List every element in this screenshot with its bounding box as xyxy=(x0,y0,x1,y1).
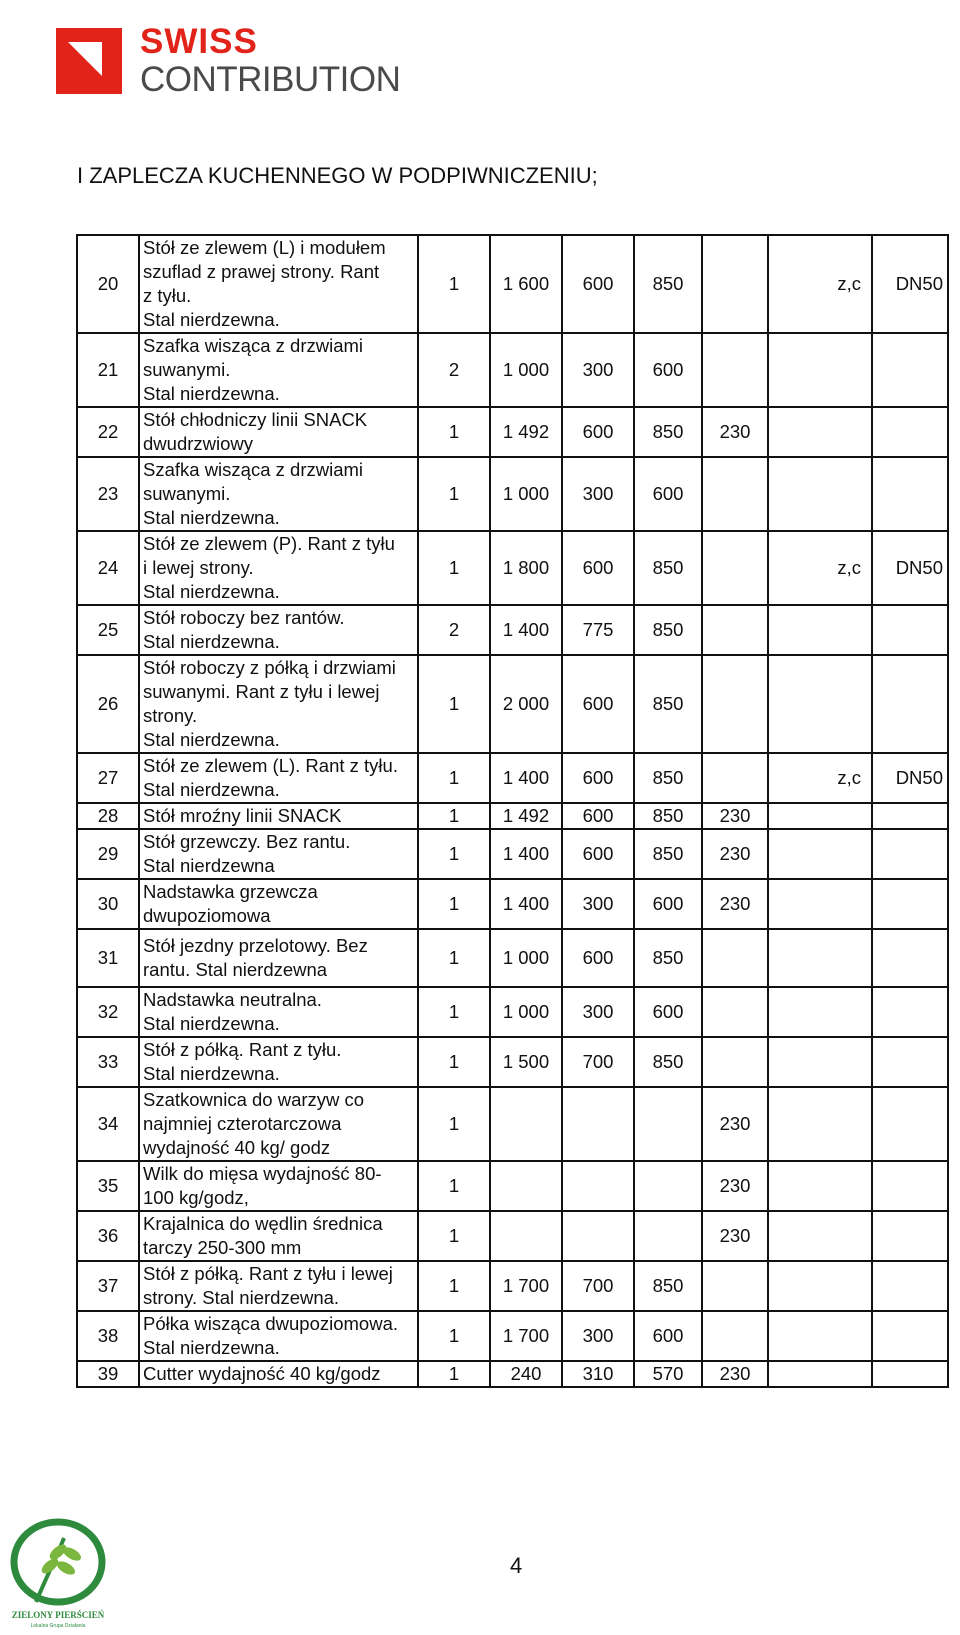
cell-qty: 1 xyxy=(418,987,490,1037)
cell-hei xyxy=(634,1161,702,1211)
cell-hei: 850 xyxy=(634,929,702,987)
cell-dep: 600 xyxy=(562,803,634,829)
cell-hei: 850 xyxy=(634,235,702,333)
table-row xyxy=(77,1087,948,1161)
cell-hei: 850 xyxy=(634,1261,702,1311)
cell-qty: 1 xyxy=(418,829,490,879)
cell-no: 23 xyxy=(77,457,139,531)
cell-pwr: 230 xyxy=(702,407,768,457)
table-row xyxy=(77,829,948,879)
cell-dep: 300 xyxy=(562,987,634,1037)
cell-len: 1 400 xyxy=(490,605,562,655)
table-row xyxy=(77,531,948,605)
cell-hei: 600 xyxy=(634,457,702,531)
table-row xyxy=(77,1311,948,1361)
cell-pwr xyxy=(702,655,768,753)
cell-desc: Wilk do mięsa wydajność 80- 100 kg/godz, xyxy=(139,1161,418,1211)
flag-wedge-shape xyxy=(56,28,122,94)
cell-pwr: 230 xyxy=(702,879,768,929)
cell-dep: 600 xyxy=(562,235,634,333)
cell-hei: 850 xyxy=(634,803,702,829)
cell-ctype xyxy=(768,1087,872,1161)
table-row xyxy=(77,655,948,753)
cell-len: 1 600 xyxy=(490,235,562,333)
cell-dn xyxy=(872,1211,948,1261)
cell-dn xyxy=(872,1087,948,1161)
cell-hei: 600 xyxy=(634,333,702,407)
cell-ctype xyxy=(768,1037,872,1087)
cell-pwr xyxy=(702,333,768,407)
cell-ctype xyxy=(768,1361,872,1387)
cell-desc: Cutter wydajność 40 kg/godz xyxy=(139,1361,418,1387)
cell-ctype xyxy=(768,803,872,829)
cell-hei: 600 xyxy=(634,987,702,1037)
cell-no: 36 xyxy=(77,1211,139,1261)
equipment-table-body xyxy=(77,235,948,1387)
cell-len: 1 000 xyxy=(490,929,562,987)
cell-len: 1 500 xyxy=(490,1037,562,1087)
cell-len: 1 492 xyxy=(490,803,562,829)
cell-dn xyxy=(872,879,948,929)
cell-len xyxy=(490,1161,562,1211)
cell-desc: Stół z półką. Rant z tyłu i lewej strony. Stal nierdzewna. xyxy=(139,1261,418,1311)
swiss-contribution-logo xyxy=(56,22,416,102)
cell-ctype xyxy=(768,1311,872,1361)
cell-dn xyxy=(872,803,948,829)
cell-len: 1 700 xyxy=(490,1261,562,1311)
cell-dep xyxy=(562,1087,634,1161)
table-row xyxy=(77,1361,948,1387)
cell-len xyxy=(490,1087,562,1161)
cell-dep xyxy=(562,1211,634,1261)
cell-qty: 1 xyxy=(418,1087,490,1161)
cell-desc: Stół chłodniczy linii SNACK dwudrzwiowy xyxy=(139,407,418,457)
cell-no: 33 xyxy=(77,1037,139,1087)
cell-no: 28 xyxy=(77,803,139,829)
cell-ctype xyxy=(768,605,872,655)
footer-logo-subtext: Lokalna Grupa Działania xyxy=(30,1623,86,1629)
cell-qty: 2 xyxy=(418,605,490,655)
cell-hei xyxy=(634,1211,702,1261)
cell-pwr: 230 xyxy=(702,829,768,879)
cell-hei xyxy=(634,1087,702,1161)
cell-ctype xyxy=(768,1161,872,1211)
cell-len: 1 400 xyxy=(490,753,562,803)
cell-dep: 310 xyxy=(562,1361,634,1387)
cell-no: 39 xyxy=(77,1361,139,1387)
cell-desc: Stół ze zlewem (L) i modułem szuflad z prawej strony. Rant z tyłu. Stal nierdzewna. xyxy=(139,235,418,333)
cell-len: 1 700 xyxy=(490,1311,562,1361)
cell-len: 240 xyxy=(490,1361,562,1387)
cell-ctype: z,c xyxy=(768,531,872,605)
cell-len: 1 000 xyxy=(490,457,562,531)
cell-dn: DN50 xyxy=(872,531,948,605)
cell-pwr xyxy=(702,753,768,803)
cell-no: 21 xyxy=(77,333,139,407)
cell-desc: Szatkownica do warzyw co najmniej czterotarczowa wydajność 40 kg/ godz xyxy=(139,1087,418,1161)
cell-desc: Stół roboczy bez rantów. Stal nierdzewna. xyxy=(139,605,418,655)
cell-no: 20 xyxy=(77,235,139,333)
cell-dep: 300 xyxy=(562,333,634,407)
cell-qty: 1 xyxy=(418,753,490,803)
table-row xyxy=(77,407,948,457)
cell-ctype: z,c xyxy=(768,753,872,803)
cell-dep xyxy=(562,1161,634,1211)
cell-hei: 850 xyxy=(634,1037,702,1087)
cell-hei: 570 xyxy=(634,1361,702,1387)
cell-desc: Stół ze zlewem (L). Rant z tyłu. Stal nierdzewna. xyxy=(139,753,418,803)
cell-dn xyxy=(872,1311,948,1361)
cell-hei: 850 xyxy=(634,531,702,605)
cell-qty: 1 xyxy=(418,407,490,457)
table-row xyxy=(77,1261,948,1311)
cell-dn xyxy=(872,1037,948,1087)
table-row xyxy=(77,1037,948,1087)
cell-pwr xyxy=(702,929,768,987)
cell-dep: 775 xyxy=(562,605,634,655)
cell-no: 32 xyxy=(77,987,139,1037)
cell-qty: 1 xyxy=(418,655,490,753)
cell-dep: 600 xyxy=(562,407,634,457)
cell-dn: DN50 xyxy=(872,235,948,333)
footer-logo-text: ZIELONY PIERŚCIEŃ xyxy=(11,1610,105,1620)
logo-text-contribution: CONTRIBUTION xyxy=(140,60,401,99)
cell-dep: 700 xyxy=(562,1037,634,1087)
cell-dn xyxy=(872,655,948,753)
table-row xyxy=(77,929,948,987)
cell-len: 1 000 xyxy=(490,333,562,407)
cell-dn xyxy=(872,605,948,655)
cell-pwr xyxy=(702,605,768,655)
cell-len: 1 492 xyxy=(490,407,562,457)
cell-len: 2 000 xyxy=(490,655,562,753)
cell-len xyxy=(490,1211,562,1261)
cell-pwr: 230 xyxy=(702,1087,768,1161)
swiss-flag-icon xyxy=(56,28,122,94)
cell-dn xyxy=(872,1261,948,1311)
table-row xyxy=(77,803,948,829)
cell-no: 35 xyxy=(77,1161,139,1211)
table-row xyxy=(77,333,948,407)
cell-qty: 1 xyxy=(418,803,490,829)
cell-hei: 850 xyxy=(634,655,702,753)
cell-hei: 850 xyxy=(634,407,702,457)
cell-no: 31 xyxy=(77,929,139,987)
cell-dn xyxy=(872,457,948,531)
cell-dn xyxy=(872,1361,948,1387)
cell-dn xyxy=(872,987,948,1037)
cell-dn xyxy=(872,407,948,457)
cell-dep: 600 xyxy=(562,655,634,753)
equipment-table xyxy=(76,234,949,1388)
cell-dep: 300 xyxy=(562,1311,634,1361)
cell-dep: 300 xyxy=(562,879,634,929)
cell-desc: Stół mroźny linii SNACK xyxy=(139,803,418,829)
cell-ctype: z,c xyxy=(768,235,872,333)
table-row xyxy=(77,457,948,531)
cell-desc: Szafka wisząca z drzwiami suwanymi. Stal nierdzewna. xyxy=(139,333,418,407)
cell-ctype xyxy=(768,829,872,879)
cell-no: 26 xyxy=(77,655,139,753)
cell-ctype xyxy=(768,987,872,1037)
cell-qty: 1 xyxy=(418,531,490,605)
cell-qty: 1 xyxy=(418,1037,490,1087)
cell-pwr: 230 xyxy=(702,1211,768,1261)
cell-ctype xyxy=(768,407,872,457)
cell-desc: Nadstawka grzewcza dwupoziomowa xyxy=(139,879,418,929)
cell-len: 1 400 xyxy=(490,879,562,929)
page-number: 4 xyxy=(510,1553,523,1578)
cell-qty: 1 xyxy=(418,1161,490,1211)
cell-dn xyxy=(872,1161,948,1211)
cell-dn: DN50 xyxy=(872,753,948,803)
cell-qty: 1 xyxy=(418,457,490,531)
cell-len: 1 400 xyxy=(490,829,562,879)
cell-hei: 600 xyxy=(634,879,702,929)
cell-desc: Stół jezdny przelotowy. Bez rantu. Stal nierdzewna xyxy=(139,929,418,987)
cell-dn xyxy=(872,829,948,879)
table-row xyxy=(77,753,948,803)
cell-no: 22 xyxy=(77,407,139,457)
section-title: I ZAPLECZA KUCHENNEGO W PODPIWNICZENIU; xyxy=(77,163,598,188)
cell-pwr xyxy=(702,1037,768,1087)
cell-desc: Stół z półką. Rant z tyłu. Stal nierdzewna. xyxy=(139,1037,418,1087)
zielony-pierscien-emblem xyxy=(6,1518,110,1630)
cell-no: 38 xyxy=(77,1311,139,1361)
cell-pwr xyxy=(702,987,768,1037)
cell-no: 37 xyxy=(77,1261,139,1311)
cell-desc: Nadstawka neutralna. Stal nierdzewna. xyxy=(139,987,418,1037)
table-row xyxy=(77,987,948,1037)
cell-ctype xyxy=(768,457,872,531)
cell-no: 24 xyxy=(77,531,139,605)
table-row xyxy=(77,879,948,929)
cell-qty: 1 xyxy=(418,1311,490,1361)
cell-ctype xyxy=(768,929,872,987)
cell-no: 29 xyxy=(77,829,139,879)
cell-dn xyxy=(872,929,948,987)
cell-desc: Stół ze zlewem (P). Rant z tyłu i lewej strony. Stal nierdzewna. xyxy=(139,531,418,605)
cell-dep: 300 xyxy=(562,457,634,531)
cell-ctype xyxy=(768,333,872,407)
table-row xyxy=(77,605,948,655)
cell-qty: 2 xyxy=(418,333,490,407)
cell-hei: 850 xyxy=(634,753,702,803)
cell-ctype xyxy=(768,879,872,929)
cell-dn xyxy=(872,333,948,407)
cell-hei: 850 xyxy=(634,829,702,879)
cell-no: 27 xyxy=(77,753,139,803)
cell-pwr: 230 xyxy=(702,1361,768,1387)
cell-desc: Stół grzewczy. Bez rantu. Stal nierdzewna xyxy=(139,829,418,879)
cell-dep: 600 xyxy=(562,829,634,879)
cell-len: 1 800 xyxy=(490,531,562,605)
cell-qty: 1 xyxy=(418,929,490,987)
table-row xyxy=(77,1161,948,1211)
cell-pwr: 230 xyxy=(702,803,768,829)
cell-dep: 600 xyxy=(562,929,634,987)
table-row xyxy=(77,235,948,333)
cell-qty: 1 xyxy=(418,1261,490,1311)
cell-ctype xyxy=(768,1211,872,1261)
cell-dep: 600 xyxy=(562,531,634,605)
cell-len: 1 000 xyxy=(490,987,562,1037)
cell-desc: Półka wisząca dwupoziomowa. Stal nierdzewna. xyxy=(139,1311,418,1361)
cell-pwr xyxy=(702,457,768,531)
cell-pwr xyxy=(702,1261,768,1311)
cell-no: 25 xyxy=(77,605,139,655)
cell-pwr xyxy=(702,235,768,333)
cell-no: 30 xyxy=(77,879,139,929)
table-row xyxy=(77,1211,948,1261)
cell-no: 34 xyxy=(77,1087,139,1161)
cell-qty: 1 xyxy=(418,1211,490,1261)
cell-pwr xyxy=(702,531,768,605)
cell-qty: 1 xyxy=(418,1361,490,1387)
cell-qty: 1 xyxy=(418,235,490,333)
cell-pwr xyxy=(702,1311,768,1361)
cell-hei: 600 xyxy=(634,1311,702,1361)
cell-ctype xyxy=(768,655,872,753)
cell-hei: 850 xyxy=(634,605,702,655)
cell-dep: 600 xyxy=(562,753,634,803)
zielony-pierscien-logo xyxy=(6,1518,110,1630)
cell-desc: Krajalnica do wędlin średnica tarczy 250-300 mm xyxy=(139,1211,418,1261)
cell-ctype xyxy=(768,1261,872,1311)
cell-pwr: 230 xyxy=(702,1161,768,1211)
cell-desc: Stół roboczy z półką i drzwiami suwanymi. Rant z tyłu i lewej strony. Stal nierdzewna. xyxy=(139,655,418,753)
logo-text-swiss: SWISS xyxy=(140,22,258,61)
cell-qty: 1 xyxy=(418,879,490,929)
cell-desc: Szafka wisząca z drzwiami suwanymi. Stal nierdzewna. xyxy=(139,457,418,531)
cell-dep: 700 xyxy=(562,1261,634,1311)
